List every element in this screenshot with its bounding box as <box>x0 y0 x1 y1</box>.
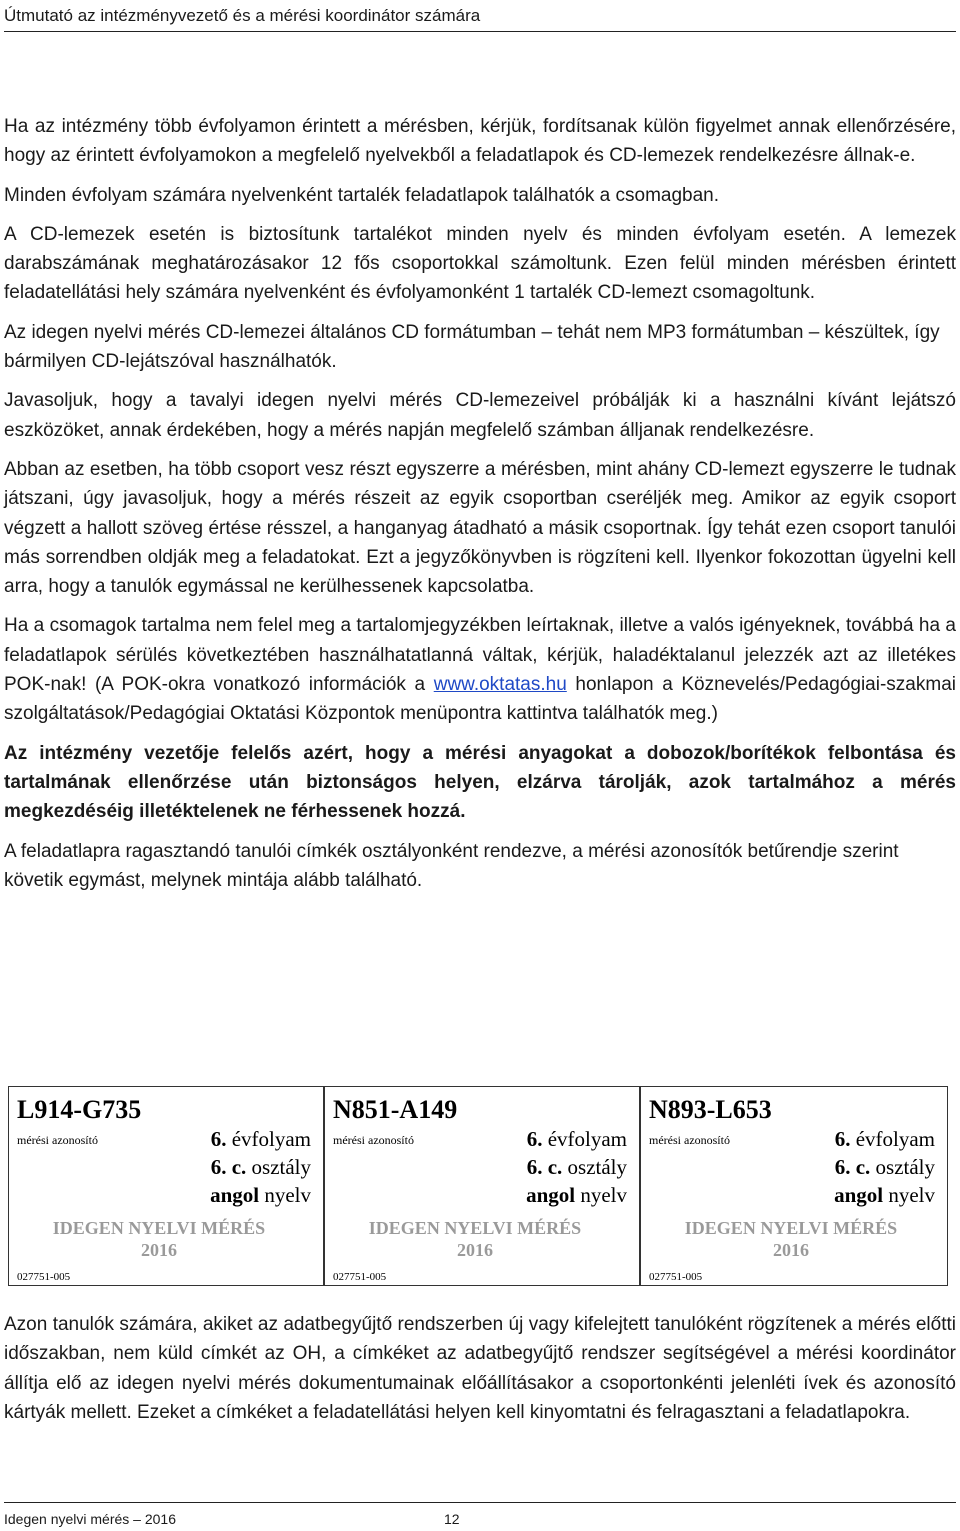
label-lang-suffix: nyelv <box>888 1183 935 1207</box>
paragraph-grade-check: Ha az intézmény több évfolyamon érintett a mérésben, kérjük, fordítsanak külön figyelmet annak ellenőrzésére, hogy az érintett évfolyamokon a megfelelő nyelvekből a feladatlapok és CD-lemezek rendelkezésre állnak-e. <box>4 116 956 167</box>
label-class <box>211 1153 311 1181</box>
pok-text-before: Ha a csomagok tartalma nem felel meg a tartalomjegyzékben leírtaknak, illetve a valós igényeknek, továbbá ha a feladatlapok sérülés következtében használhatatlanná váltak, kérjük, haladéktalanul jelezzék azt az illetékes POK-nak! (A POK-okra vonatkozó információk a <box>4 615 956 696</box>
label-language <box>210 1181 311 1209</box>
label-exam-name: IDEGEN NYELVI MÉRÉS <box>368 1218 582 1238</box>
paragraph-test-players: Javasoljuk, hogy a tavalyi idegen nyelvi mérés CD-lemezeivel próbálják ki a használni kívánt lejátszó eszközöket, annak érdekében, hogy a mérés napján megfelelő számban álljanak rendelkezésre. <box>4 390 956 441</box>
label-grade <box>835 1125 935 1153</box>
paragraph-spare-sheets: Minden évfolyam számára nyelvenként tartalék feladatlapok találhatók a csomagban. <box>4 184 720 206</box>
body-text-top <box>4 112 956 895</box>
label-exam-year: 2016 <box>141 1240 177 1260</box>
label-language <box>834 1181 935 1209</box>
label-id-caption: mérési azonosító <box>333 1133 414 1147</box>
paragraph-new-students: Azon tanulók számára, akiket az adatbegyűjtő rendszerben új vagy kifelejtett tanulóként rögzítenek a mérés előtti időszakban, nem küld címkét az OH, a címkéket az adatbegyűjtő rendszer segítségével a mérési koordinátor állítja elő az idegen nyelvi mérés dokumentumainak előállításakor a csoportonkénti jelenléti ívek és azonosító kártyák mellett. Ezeket a címkéket a feladatellátási helyen kell kinyomtatni és felragasztani a feladatlapokra. <box>4 1314 956 1423</box>
label-lang-suffix: nyelv <box>580 1183 627 1207</box>
label-grade-word: évfolyam <box>231 1127 311 1151</box>
label-site-number: 027751-005 <box>17 1271 71 1283</box>
page-header <box>4 2 956 32</box>
pok-text-after: honlapon a Köznevelés/Pedagógiai-szakmai szolgáltatások/Pedagógiai Oktatási Központok menüpontra kattintva találhatók meg.) <box>4 674 956 725</box>
label-lang-word: angol <box>210 1183 260 1207</box>
label-class-word: osztály <box>875 1155 935 1179</box>
label-exam-name: IDEGEN NYELVI MÉRÉS <box>52 1218 266 1238</box>
header-title: Útmutató az intézményvezető és a mérési koordinátor számára <box>4 6 481 25</box>
label-class-num: 6. c. <box>210 1155 247 1179</box>
label-exam-name: IDEGEN NYELVI MÉRÉS <box>684 1218 898 1238</box>
label-lang-word: angol <box>834 1183 884 1207</box>
oktatas-link[interactable]: www.oktatas.hu <box>433 674 567 696</box>
label-grade-num: 6. <box>210 1127 227 1151</box>
footer-title: Idegen nyelvi mérés – 2016 <box>4 1511 176 1527</box>
label-class-word: osztály <box>251 1155 311 1179</box>
label-lang-word: angol <box>526 1183 576 1207</box>
paragraph-spare-cds: A CD-lemezek esetén is biztosítunk tartalékot minden nyelv és minden évfolyam esetén. A lemezek darabszámának meghatározásakor 12 fős csoportokkal számoltunk. Ezen felül minden mérésben érintett feladatellátási hely számára nyelvenként és évfolyamonként 1 tartalék CD-lemezt csomagoltunk. <box>4 223 956 304</box>
label-code: L914-G735 <box>17 1095 142 1124</box>
label-exam-year: 2016 <box>457 1240 493 1260</box>
label-id-caption: mérési azonosító <box>649 1133 730 1147</box>
label-code: N893-L653 <box>649 1095 772 1124</box>
label-site-number: 027751-005 <box>333 1271 387 1283</box>
paragraph-pok-contact <box>4 611 956 728</box>
label-language <box>526 1181 627 1209</box>
label-class <box>835 1153 935 1181</box>
label-code: N851-A149 <box>333 1095 458 1124</box>
label-lang-suffix: nyelv <box>264 1183 311 1207</box>
student-label <box>8 1086 324 1286</box>
label-exam-year: 2016 <box>773 1240 809 1260</box>
label-grade <box>211 1125 311 1153</box>
label-site-number: 027751-005 <box>649 1271 703 1283</box>
paragraph-responsibility: Az intézmény vezetője felelős azért, hogy a mérési anyagokat a dobozok/borítékok felbontása és tartalmának ellenőrzése után biztonságos helyen, elzárva tárolják, azok tartalmához a mérés megkezdéséig illetéktelenek ne férhessenek hozzá. <box>4 742 956 823</box>
student-label <box>640 1086 948 1286</box>
label-grade-word: évfolyam <box>547 1127 627 1151</box>
label-class-word: osztály <box>567 1155 627 1179</box>
label-grade-num: 6. <box>526 1127 543 1151</box>
label-id-caption: mérési azonosító <box>17 1133 98 1147</box>
page-number: 12 <box>444 1511 460 1527</box>
paragraph-cd-format: Az idegen nyelvi mérés CD-lemezei általános CD formátumban – tehát nem MP3 formátumban – készültek, így bármilyen CD-lejátszóval használhatók. <box>4 321 940 373</box>
body-text-bottom <box>4 1310 956 1427</box>
paragraph-labels-intro: A feladatlapra ragasztandó tanulói címkék osztályonként rendezve, a mérési azonosítók betűrendje szerint követik egymást, melynek mintája alább található. <box>4 840 899 891</box>
student-labels-sample <box>8 1086 948 1286</box>
page-footer <box>4 1502 956 1528</box>
label-class-num: 6. c. <box>526 1155 563 1179</box>
student-label <box>324 1086 640 1286</box>
label-grade <box>527 1125 627 1153</box>
paragraph-group-swap: Abban az esetben, ha több csoport vesz részt egyszerre a mérésben, mint ahány CD-lemezt egyszerre le tudnak játszani, úgy javasoljuk, hogy a mérés részeit az egyik csoportban cseréljék meg. Amikor az egyik csoport végzett a hallott szöveg értése résszel, a hanganyag átadható a másik csoportnak. Így tehát ezen csoport tanulói más sorrendben oldják meg a feladatokat. Ezt a jegyzőkönyvben is rögzíteni kell. Ilyenkor fokozottan ügyelni kell arra, hogy a tanulók egymással ne kerülhessenek kapcsolatba. <box>4 458 956 598</box>
label-class <box>527 1153 627 1181</box>
label-class-num: 6. c. <box>834 1155 871 1179</box>
label-grade-num: 6. <box>834 1127 851 1151</box>
label-grade-word: évfolyam <box>855 1127 935 1151</box>
